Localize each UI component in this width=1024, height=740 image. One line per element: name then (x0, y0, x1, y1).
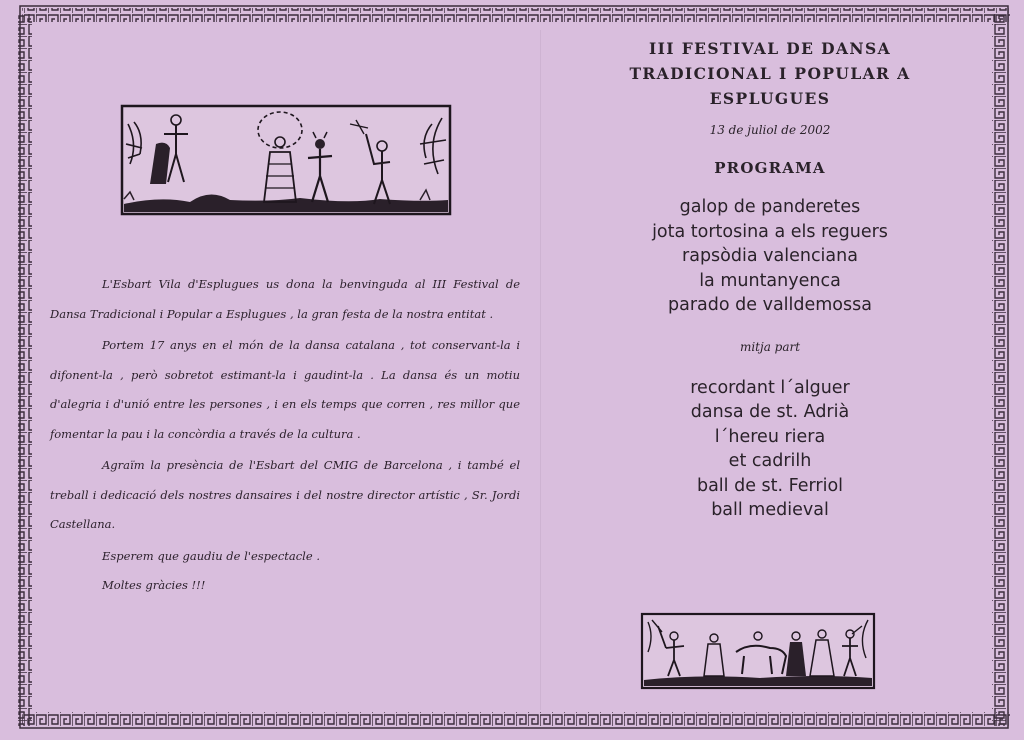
program-item: la muntanyenca (699, 270, 841, 291)
welcome-paragraph-1: L'Esbart Vila d'Esplugues us dona la benvinguda al III Festival de Dansa Tradicional i Popular a Esplugues , la gran festa de la nostra entitat . (50, 277, 520, 321)
welcome-paragraph-2: Portem 17 anys en el món de la dansa catalana , tot conservant-la i difonent-la , però sobretot estimant-la i gaudint-la . La dansa és un motiu d'alegria i d'unió entre les persones , i en els temps que corren , res millor que fomentar la pau i la concòrdia a través de la cultura . (50, 338, 520, 441)
program-item: recordant l´alguer (690, 377, 850, 398)
fold-line (540, 30, 541, 710)
program-item: ball medieval (711, 500, 829, 520)
intermission-label: mitja part (739, 339, 801, 354)
woodcut-procession-icon (640, 612, 876, 690)
woodcut-dancers-icon (120, 104, 452, 216)
welcome-paragraph-4: Esperem que gaudiu de l'espectacle . (102, 548, 320, 563)
program-item: dansa de st. Adrià (690, 402, 850, 422)
programa-heading: PROGRAMA (714, 159, 826, 177)
program-item: galop de panderetes (679, 197, 861, 217)
program-item: parado de valldemossa (668, 295, 872, 315)
festival-title-line: TRADICIONAL I POPULAR A (629, 64, 911, 83)
program-column (600, 36, 940, 523)
program-item: jota tortosina a els reguers (652, 221, 888, 242)
welcome-paragraph-3: Agraïm la presència de l'Esbart del CMIG de Barcelona , i també el treball i dedicació dels nostres dansaires i del nostre director artístic , Sr. Jordi Castellana. (50, 458, 520, 531)
program-item: et cadrilh (728, 451, 812, 471)
welcome-text (50, 270, 520, 601)
program-item: ball de st. Ferriol (696, 475, 844, 496)
first-part-list (600, 195, 940, 318)
festival-title-line: III FESTIVAL DE DANSA (649, 39, 891, 58)
festival-title (600, 36, 940, 111)
program-item: rapsòdia valenciana (682, 246, 858, 266)
program-item: l´hereu riera (714, 426, 826, 447)
festival-date: 13 de juliol de 2002 (709, 123, 831, 137)
welcome-paragraph-5: Moltes gràcies !!! (102, 578, 206, 592)
festival-title-line: ESPLUGUES (709, 89, 831, 108)
second-part-list (600, 376, 940, 523)
